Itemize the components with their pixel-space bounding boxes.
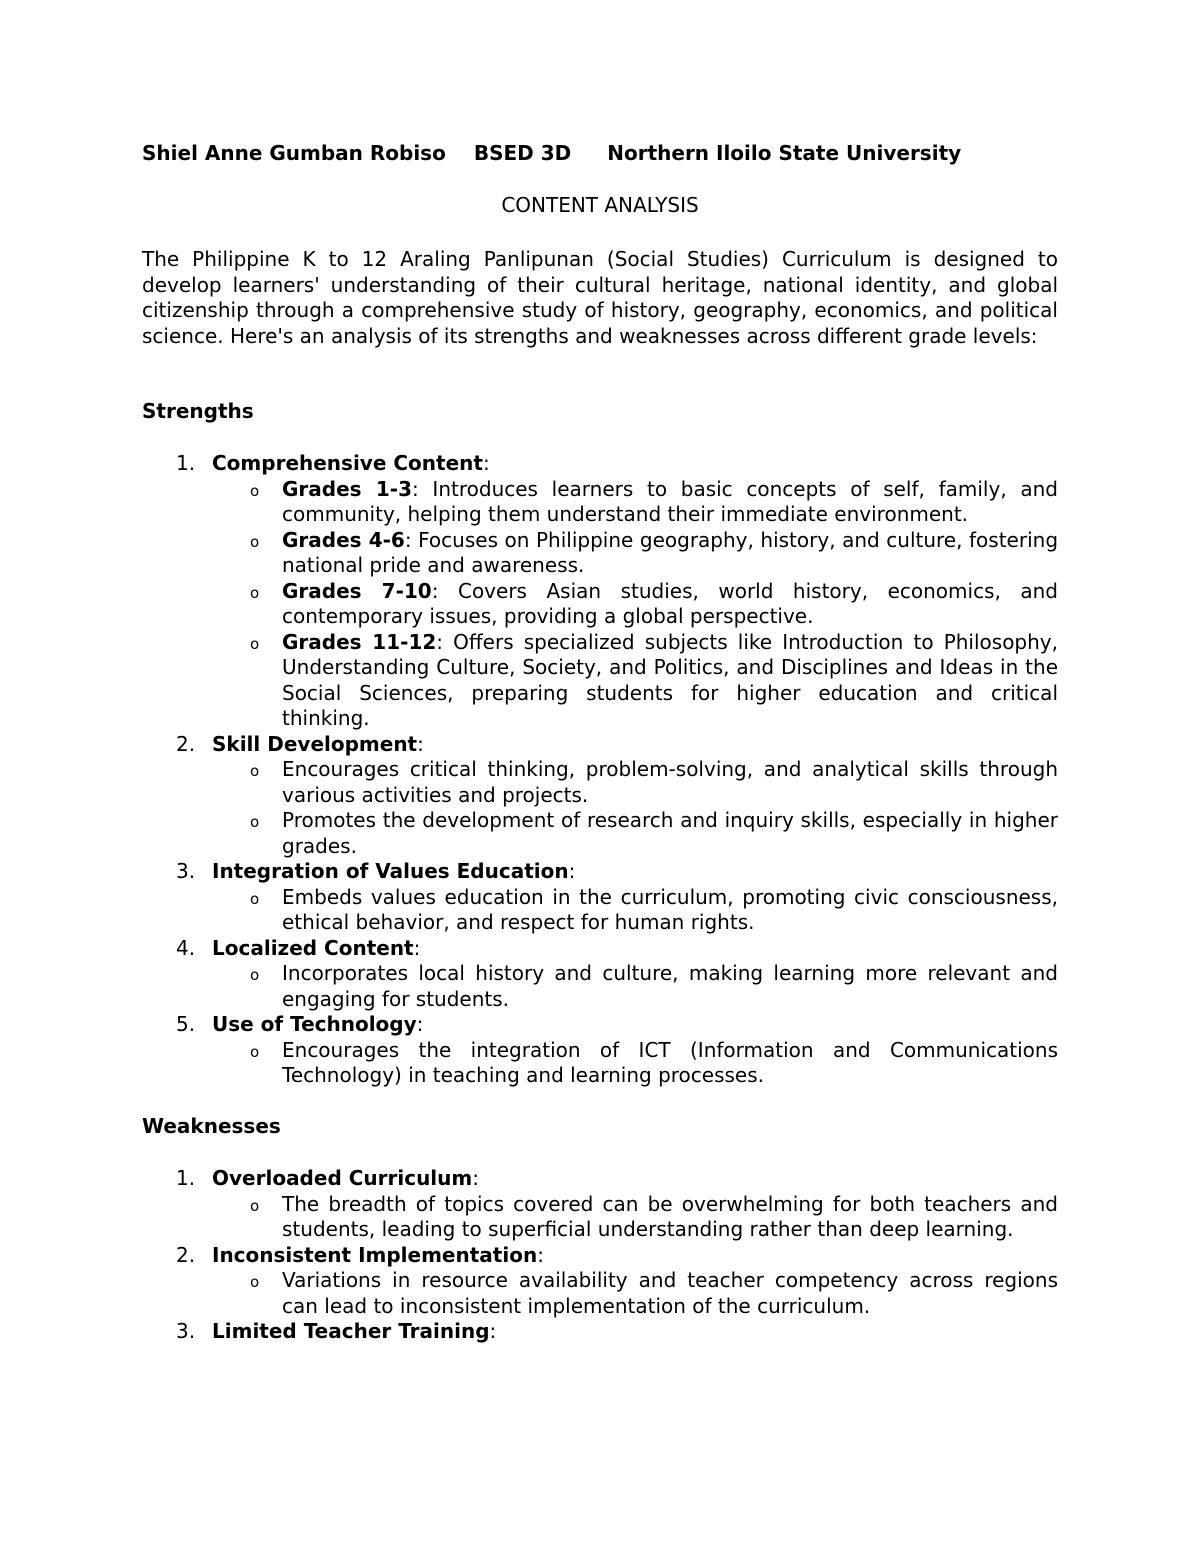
sub-bullet-item bbox=[142, 477, 1058, 528]
sub-item-text: : Offers specialized subjects like Introduction to Philosophy, Understanding Culture, Society, and Politics, and Disciplines and Ideas in the Social Sciences, preparing students for higher education and critical thinking. bbox=[282, 629, 1058, 730]
sub-item-text: Encourages the integration of ICT (Information and Communications Technology) in teaching and learning processes. bbox=[282, 1037, 1058, 1087]
sub-item-text: Incorporates local history and culture, making learning more relevant and engaging for students. bbox=[282, 961, 1058, 1011]
hollow-bullet-icon: o bbox=[250, 762, 260, 780]
weaknesses-heading: Weaknesses bbox=[142, 1114, 281, 1138]
colon: : bbox=[413, 935, 421, 960]
hollow-bullet-icon: o bbox=[250, 583, 260, 602]
colon: : bbox=[537, 1242, 544, 1267]
sub-bullet-item bbox=[142, 1038, 1058, 1089]
list-item-title-text: Inconsistent Implementation bbox=[212, 1242, 538, 1267]
colon: : bbox=[482, 451, 490, 475]
sub-bullet-item bbox=[142, 1192, 1058, 1243]
hollow-bullet-icon: o bbox=[250, 813, 260, 831]
list-item bbox=[142, 451, 1058, 477]
university-name: Northern Iloilo State University bbox=[607, 141, 962, 165]
sub-item-label: Grades 7-10 bbox=[282, 578, 432, 603]
list-number: 4. bbox=[176, 935, 196, 960]
hollow-bullet-icon: o bbox=[250, 1042, 260, 1061]
sub-item-text: : Introduces learners to basic concepts of self, family, and community, helping them understand their immediate environment. bbox=[282, 476, 1058, 526]
list-item bbox=[142, 732, 1058, 758]
sub-item-label: Grades 1-3 bbox=[282, 476, 412, 501]
list-item-title-text: Limited Teacher Training bbox=[212, 1319, 490, 1343]
sub-bullet-item bbox=[142, 885, 1058, 936]
list-number: 1. bbox=[176, 451, 196, 475]
list-number: 3. bbox=[176, 1319, 196, 1343]
sub-bullet-item bbox=[142, 757, 1058, 808]
sub-item-text: Variations in resource availability and teacher competency across regions can lead to inconsistent implementation of the curriculum. bbox=[282, 1268, 1058, 1318]
hollow-bullet-icon: o bbox=[250, 481, 260, 500]
list-item-title bbox=[212, 1319, 1058, 1345]
sub-bullet-item bbox=[142, 630, 1058, 732]
hollow-bullet-icon: o bbox=[250, 532, 260, 551]
sub-item-text: Embeds values education in the curriculum, promoting civic consciousness, ethical behavior, and respect for human rights. bbox=[282, 884, 1058, 934]
list-item bbox=[142, 1243, 1058, 1269]
colon: : bbox=[472, 1166, 479, 1190]
list-item-title bbox=[212, 1243, 1058, 1269]
list-number: 2. bbox=[176, 731, 196, 756]
hollow-bullet-icon: o bbox=[250, 889, 260, 908]
sub-bullet-item bbox=[142, 528, 1058, 579]
author-name: Shiel Anne Gumban Robiso bbox=[142, 141, 446, 165]
list-item-title-text: Comprehensive Content bbox=[212, 451, 483, 475]
list-item bbox=[142, 1319, 1058, 1345]
class-section: BSED 3D bbox=[473, 141, 572, 165]
colon: : bbox=[489, 1319, 497, 1343]
list-item-title-text: Overloaded Curriculum bbox=[212, 1166, 473, 1190]
list-item-title-text: Localized Content bbox=[212, 935, 414, 960]
sub-bullet-item bbox=[142, 579, 1058, 630]
list-item bbox=[142, 1166, 1058, 1192]
list-item-title-text: Use of Technology bbox=[212, 1012, 417, 1036]
list-item-title bbox=[212, 1166, 1058, 1192]
intro-paragraph: The Philippine K to 12 Araling Panlipunan (Social Studies) Curriculum is designed to develop learners' understanding of their cultural heritage, national identity, and global citizenship through a comprehensive study of history, geography, economics, and political science. Here's an analysis of its strengths and weaknesses across different grade levels: bbox=[142, 247, 1058, 348]
colon: : bbox=[568, 859, 576, 883]
list-item-title bbox=[212, 859, 1058, 885]
colon: : bbox=[416, 1012, 424, 1036]
list-item-title bbox=[212, 732, 1058, 758]
list-item bbox=[142, 859, 1058, 885]
list-item bbox=[142, 936, 1058, 962]
sub-item-text: The breadth of topics covered can be overwhelming for both teachers and students, leading to superficial understanding rather than deep learning. bbox=[282, 1191, 1058, 1241]
sub-bullet-item bbox=[142, 961, 1058, 1012]
colon: : bbox=[417, 731, 424, 756]
list-number: 2. bbox=[176, 1242, 196, 1267]
sub-item-label: Grades 4-6 bbox=[282, 527, 405, 552]
list-number: 5. bbox=[176, 1012, 196, 1036]
list-number: 3. bbox=[176, 859, 196, 883]
sub-item-text: : Focuses on Philippine geography, history, and culture, fostering national pride and awareness. bbox=[282, 527, 1059, 577]
sub-item-text: Encourages critical thinking, problem-solving, and analytical skills through various activities and projects. bbox=[282, 757, 1058, 807]
sub-item-text: Promotes the development of research and inquiry skills, especially in higher grades. bbox=[282, 808, 1058, 858]
list-item-title-text: Integration of Values Education bbox=[212, 859, 569, 883]
hollow-bullet-icon: o bbox=[250, 634, 260, 653]
hollow-bullet-icon: o bbox=[250, 1273, 260, 1291]
document-title: CONTENT ANALYSIS bbox=[501, 193, 699, 217]
weaknesses-list bbox=[142, 1166, 1058, 1345]
document-header bbox=[142, 141, 961, 167]
strengths-heading: Strengths bbox=[142, 399, 254, 423]
list-item-title-text: Skill Development bbox=[212, 731, 418, 756]
sub-bullet-item bbox=[142, 1268, 1058, 1319]
hollow-bullet-icon: o bbox=[250, 966, 260, 984]
sub-item-text: : Covers Asian studies, world history, economics, and contemporary issues, providing a global perspective. bbox=[282, 578, 1058, 628]
hollow-bullet-icon: o bbox=[250, 1196, 260, 1215]
list-item-title bbox=[212, 451, 1058, 477]
list-item-title bbox=[212, 1012, 1058, 1038]
sub-item-label: Grades 11-12 bbox=[282, 629, 437, 654]
sub-bullet-item bbox=[142, 808, 1058, 859]
list-item bbox=[142, 1012, 1058, 1038]
list-item-title bbox=[212, 936, 1058, 962]
strengths-list bbox=[142, 451, 1058, 1089]
list-number: 1. bbox=[176, 1166, 196, 1190]
